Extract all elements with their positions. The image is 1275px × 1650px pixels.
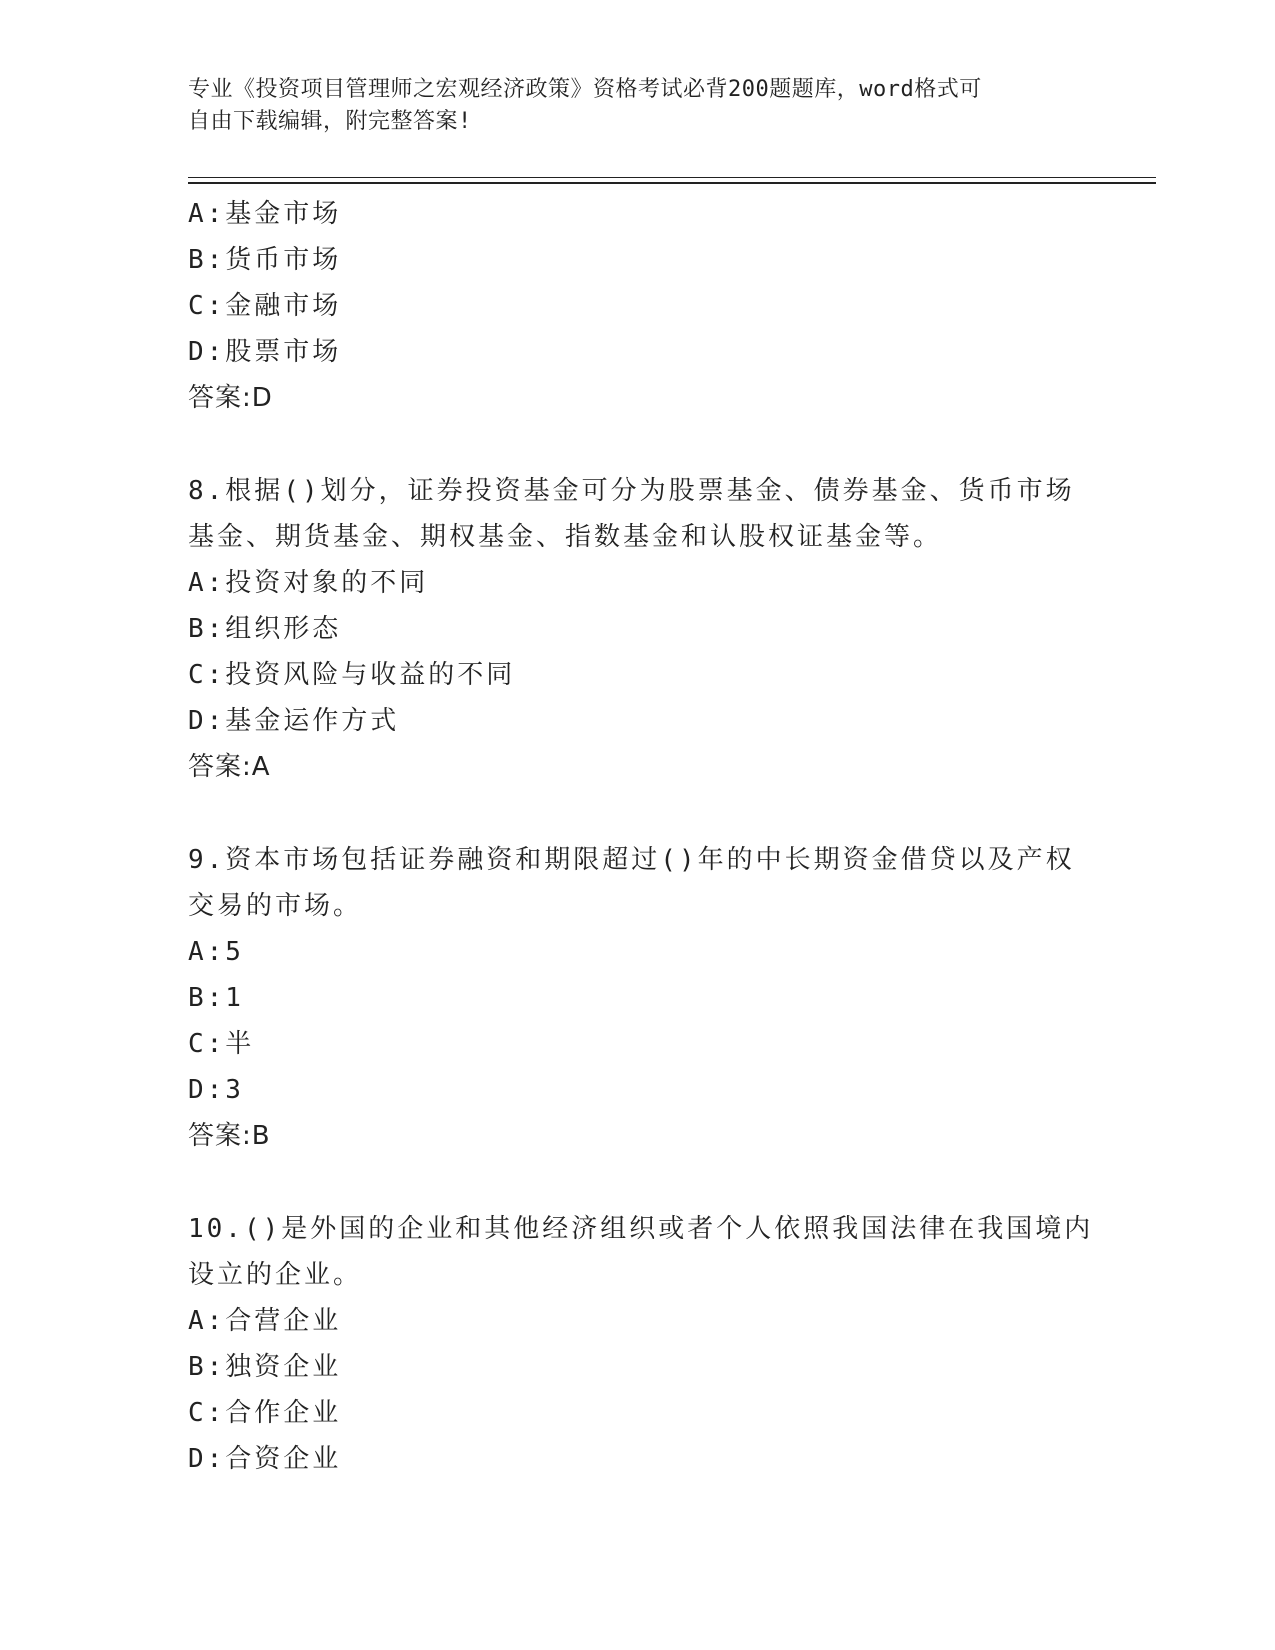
question-block-9 <box>188 837 1088 1159</box>
question-text-line-1: 9.资本市场包括证券融资和期限超过()年的中长期资金借贷以及产权 <box>188 845 1075 875</box>
option-c: C:半 <box>188 1029 255 1059</box>
header-rule-thin <box>188 177 1156 178</box>
question-list <box>188 191 1094 1482</box>
option-b: B:货币市场 <box>188 245 342 275</box>
question-block-7 <box>188 191 1088 421</box>
question-text-line-1: 8.根据()划分，证券投资基金可分为股票基金、债券基金、货币市场 <box>188 476 1075 506</box>
question-text-line-2: 设立的企业。 <box>188 1260 363 1290</box>
option-c: C:金融市场 <box>188 291 342 321</box>
option-a: A:合营企业 <box>188 1306 342 1336</box>
question-block-10 <box>188 1206 1094 1482</box>
option-a: A:5 <box>188 937 244 967</box>
document-header <box>188 74 1088 138</box>
option-c: C:投资风险与收益的不同 <box>188 660 516 690</box>
question-text-line-2: 交易的市场。 <box>188 891 363 921</box>
option-d: D:股票市场 <box>188 337 342 367</box>
option-d: D:3 <box>188 1075 244 1105</box>
option-b: B:独资企业 <box>188 1352 342 1382</box>
question-block-8 <box>188 468 1088 790</box>
option-b: B:组织形态 <box>188 614 342 644</box>
option-a: A:投资对象的不同 <box>188 568 429 598</box>
answer: 答案:D <box>188 383 273 413</box>
question-text-line-2: 基金、期货基金、期权基金、指数基金和认股权证基金等。 <box>188 522 943 552</box>
header-rule-thick <box>188 182 1156 184</box>
option-a: A:基金市场 <box>188 199 342 229</box>
option-c: C:合作企业 <box>188 1398 342 1428</box>
answer: 答案:A <box>188 752 271 782</box>
option-d: D:合资企业 <box>188 1444 342 1474</box>
answer: 答案:B <box>188 1121 271 1151</box>
option-b: B:1 <box>188 983 244 1013</box>
header-line-1: 专业《投资项目管理师之宏观经济政策》资格考试必背200题题库，word格式可 <box>188 77 982 102</box>
question-text-line-1: 10.()是外国的企业和其他经济组织或者个人依照我国法律在我国境内 <box>188 1214 1094 1244</box>
option-d: D:基金运作方式 <box>188 706 400 736</box>
header-line-2: 自由下载编辑，附完整答案! <box>188 109 472 134</box>
